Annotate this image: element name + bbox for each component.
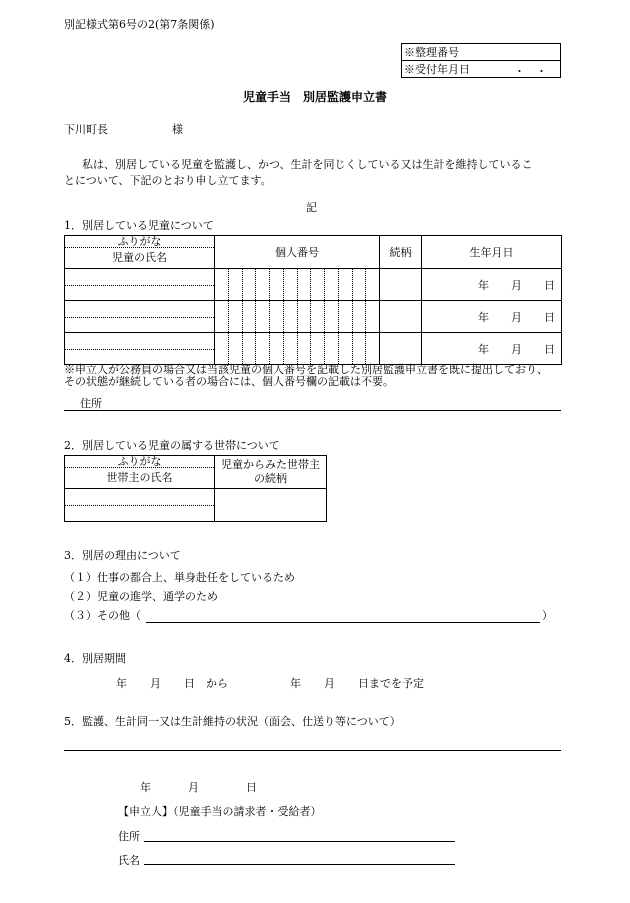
end-month-label: 月 — [324, 677, 335, 690]
received-date-dots: ・ ・ — [514, 65, 547, 78]
year-label: 年 — [478, 278, 489, 292]
start-month-label: 月 — [150, 677, 161, 690]
reference-no-label: ※整理番号 — [402, 44, 561, 61]
furigana-header: ふりがな — [65, 457, 214, 468]
section1-heading: 1．別居している児童について — [64, 219, 214, 232]
individual-number-field[interactable] — [215, 333, 379, 364]
birth-date-header: 生年月日 — [422, 236, 562, 269]
child-name-header: 児童の氏名 — [112, 250, 167, 264]
year-label: 年 — [478, 342, 489, 356]
office-use-box — [401, 43, 561, 78]
page-title: 児童手当 別居監護申立書 — [242, 90, 387, 104]
applicant-address-label: 住所 — [118, 830, 140, 843]
children-table — [64, 235, 562, 365]
month-label: 月 — [511, 278, 522, 292]
received-date-label: ※受付年月日 — [404, 63, 470, 76]
individual-number-note-2: その状態が継続している者の場合には、個人番号欄の記載は不要。 — [64, 375, 394, 388]
furigana-field[interactable] — [65, 333, 214, 350]
relation-field[interactable] — [380, 301, 422, 333]
head-relation-header-line2: の続柄 — [254, 472, 287, 485]
sign-month-label: 月 — [188, 781, 199, 794]
month-label: 月 — [511, 342, 522, 356]
relation-field[interactable] — [380, 333, 422, 365]
birth-date-field[interactable] — [422, 309, 561, 325]
furigana-field[interactable] — [65, 489, 214, 506]
reason-option-2[interactable]: （２）児童の進学、通学のため — [64, 590, 218, 603]
furigana-field[interactable] — [65, 269, 214, 286]
year-label: 年 — [478, 310, 489, 324]
intro-line-2: とについて、下記のとおり申し立てます。 — [64, 174, 272, 187]
birth-date-field[interactable] — [422, 277, 561, 293]
furigana-header: ふりがな — [65, 237, 214, 248]
table-row — [65, 489, 327, 522]
intro-line-1: 私は、別居している児童を監護し、かつ、生計を同じくしている又は生計を維持しているこ — [82, 158, 533, 171]
ki-heading: 記 — [306, 201, 317, 214]
relation-field[interactable] — [380, 269, 422, 301]
sign-day-label: 日 — [246, 781, 257, 794]
form-label: 別記様式第6号の2(第7条関係) — [64, 18, 215, 31]
start-day-label: 日 — [184, 677, 195, 690]
head-name-header: 世帯主の氏名 — [106, 470, 173, 484]
household-table — [64, 455, 327, 522]
month-label: 月 — [511, 310, 522, 324]
section4-heading: 4．別居期間 — [64, 652, 126, 665]
end-day-label: 日までを予定 — [358, 677, 424, 690]
honorific: 様 — [172, 123, 183, 136]
birth-date-field[interactable] — [422, 341, 561, 357]
household-table-header — [65, 456, 327, 489]
section5-heading: 5．監護、生計同一又は生計維持の状況（面会、仕送り等について） — [64, 715, 401, 728]
child-name-field[interactable] — [65, 350, 214, 364]
other-reason-input[interactable] — [146, 608, 540, 623]
reason-option-1[interactable]: （１）仕事の都合上、単身赴任をしているため — [64, 571, 295, 584]
start-from-label: から — [206, 677, 228, 690]
table-row — [65, 301, 562, 333]
support-status-field[interactable] — [64, 750, 561, 751]
child-name-field[interactable] — [65, 318, 214, 332]
other-reason-close: ） — [542, 609, 553, 622]
section3-heading: 3．別居の理由について — [64, 549, 181, 562]
table-row — [65, 333, 562, 365]
relation-header: 続柄 — [380, 236, 422, 269]
received-date-cell — [402, 61, 561, 78]
children-table-header — [65, 236, 562, 269]
applicant-name-field[interactable] — [144, 864, 455, 865]
individual-number-note-1: ※申立人が公務員の場合又は当該児童の個人番号を記載した別居監護申立書を既に提出しており、 — [64, 363, 548, 376]
child-name-field[interactable] — [65, 286, 214, 300]
end-year-label: 年 — [290, 677, 301, 690]
table-row — [65, 269, 562, 301]
child-address-field[interactable] — [64, 410, 561, 411]
sign-year-label: 年 — [140, 781, 151, 794]
head-relation-header-line1: 児童からみた世帯主 — [221, 458, 320, 471]
day-label: 日 — [544, 278, 555, 292]
day-label: 日 — [544, 342, 555, 356]
applicant-label: 【申立人】（児童手当の請求者・受給者） — [118, 805, 322, 818]
head-relation-field[interactable] — [215, 489, 327, 522]
applicant-address-field[interactable] — [144, 841, 455, 842]
applicant-name-label: 氏名 — [118, 854, 140, 867]
reason-option-other[interactable]: （３）その他（ — [64, 609, 141, 622]
child-address-label: 住所 — [80, 397, 102, 410]
addressee: 下川町長 — [64, 123, 108, 136]
section2-heading: 2．別居している児童の属する世帯について — [64, 439, 280, 452]
individual-number-field[interactable] — [215, 301, 379, 332]
individual-number-field[interactable] — [215, 269, 379, 300]
furigana-field[interactable] — [65, 301, 214, 318]
day-label: 日 — [544, 310, 555, 324]
individual-number-header: 個人番号 — [215, 236, 380, 269]
head-name-field[interactable] — [65, 506, 214, 521]
start-year-label: 年 — [116, 677, 127, 690]
